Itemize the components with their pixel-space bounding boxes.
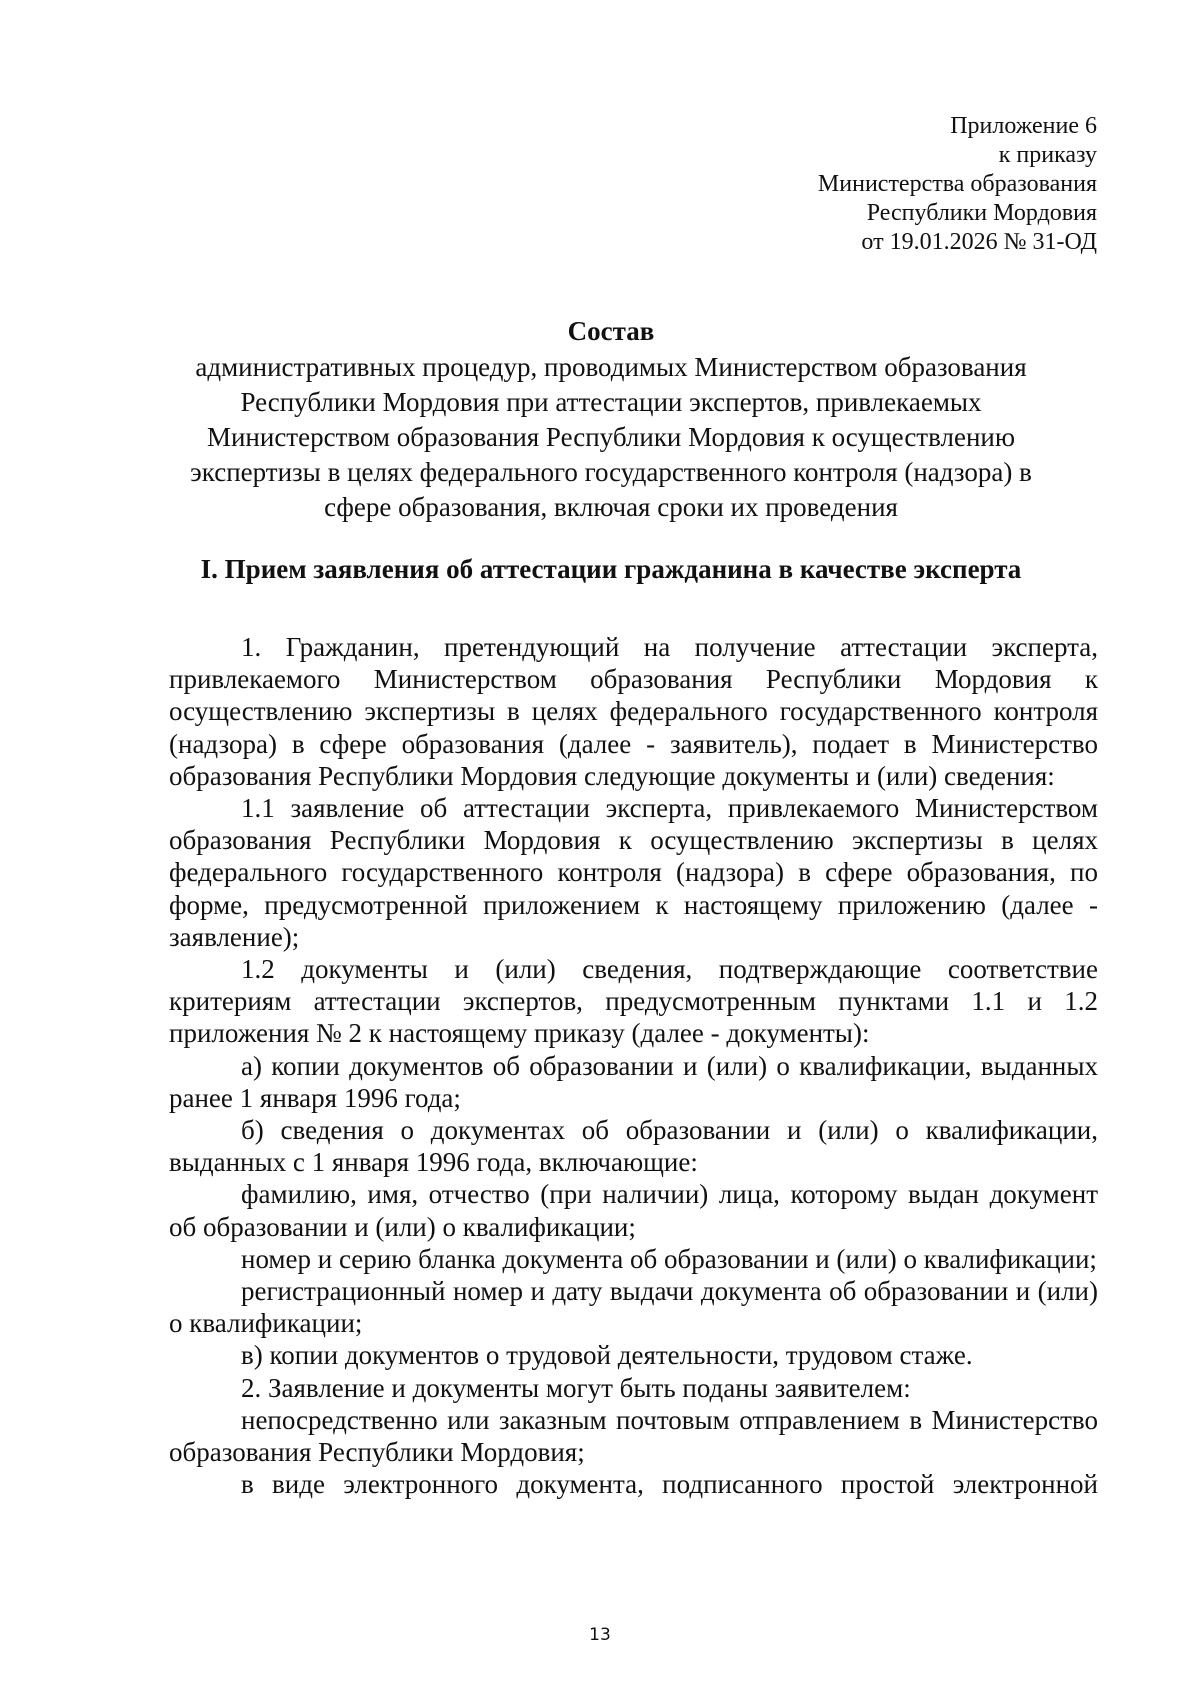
page-number: 13 [589,1625,611,1645]
subtitle-line: административных процедур, проводимых Министерством образования [195,352,1027,382]
subtitle-line: сфере образования, включая сроки их проведения [324,492,898,522]
document-body [169,631,1098,1500]
annex-line: к приказу [998,142,1097,168]
paragraph: фамилию, имя, отчество (при наличии) лица, которому выдан документ об образовании и (или) о квалификации; [169,1179,1098,1242]
section-heading: I. Прием заявления об аттестации гражданина в качестве эксперта [200,554,1022,584]
document-title: Состав [567,316,655,346]
paragraph: а) копии документов об образовании и (или) о квалификации, выданных ранее 1 января 1996 года; [169,1050,1098,1113]
annex-line: Министерства образования [817,171,1097,197]
paragraph: номер и серию бланка документа об образовании и (или) о квалификации; [241,1243,1097,1274]
annex-line: Приложение 6 [950,113,1097,139]
paragraph: 2. Заявление и документы могут быть поданы заявителем: [241,1372,911,1403]
subtitle-line: экспертизы в целях федерального государственного контроля (надзора) в [190,457,1032,487]
paragraph: 1.1 заявление об аттестации эксперта, привлекаемого Министерством образования Республики Мордовия к осуществлению экспертизы в целях федерального государственного контроля (надзора) в сфере образования, по форме, предусмотренной приложением к настоящему приложению (далее - заявление); [169,793,1098,952]
subtitle-line: Республики Мордовия при аттестации экспертов, привлекаемых [240,387,982,417]
annex-header [818,112,1097,257]
paragraph: 1. Гражданин, претендующий на получение аттестации эксперта, привлекаемого Министерством образования Республики Мордовия к осуществлению экспертизы в целях федерального государственного контроля (надзора) в сфере образования (далее - заявитель), подает в Министерство образования Республики Мордовия следующие документы и (или) сведения: [169,632,1098,791]
paragraph: 1.2 документы и (или) сведения, подтверждающие соответствие критериям аттестации экспертов, предусмотренным пунктами 1.1 и 1.2 приложения № 2 к настоящему приказу (далее - документы): [169,954,1098,1049]
document-subtitle [150,350,1072,525]
paragraph: в) копии документов о трудовой деятельности, трудовом стаже. [241,1340,973,1371]
paragraph: регистрационный номер и дату выдачи документа об образовании и (или) о квалификации; [169,1276,1098,1339]
paragraph: в виде электронного документа, подписанного простой электронной [241,1469,1098,1500]
title-block [150,312,1072,525]
annex-line: от 19.01.2026 № 31-ОД [861,229,1097,255]
paragraph: б) сведения о документах об образовании и (или) о квалификации, выданных с 1 января 1996 года, включающие: [169,1115,1098,1178]
paragraph: непосредственно или заказным почтовым отправлением в Министерство образования Республики Мордовия; [169,1404,1098,1468]
annex-line: Республики Мордовия [866,200,1097,226]
subtitle-line: Министерством образования Республики Мордовия к осуществлению [206,422,1016,452]
